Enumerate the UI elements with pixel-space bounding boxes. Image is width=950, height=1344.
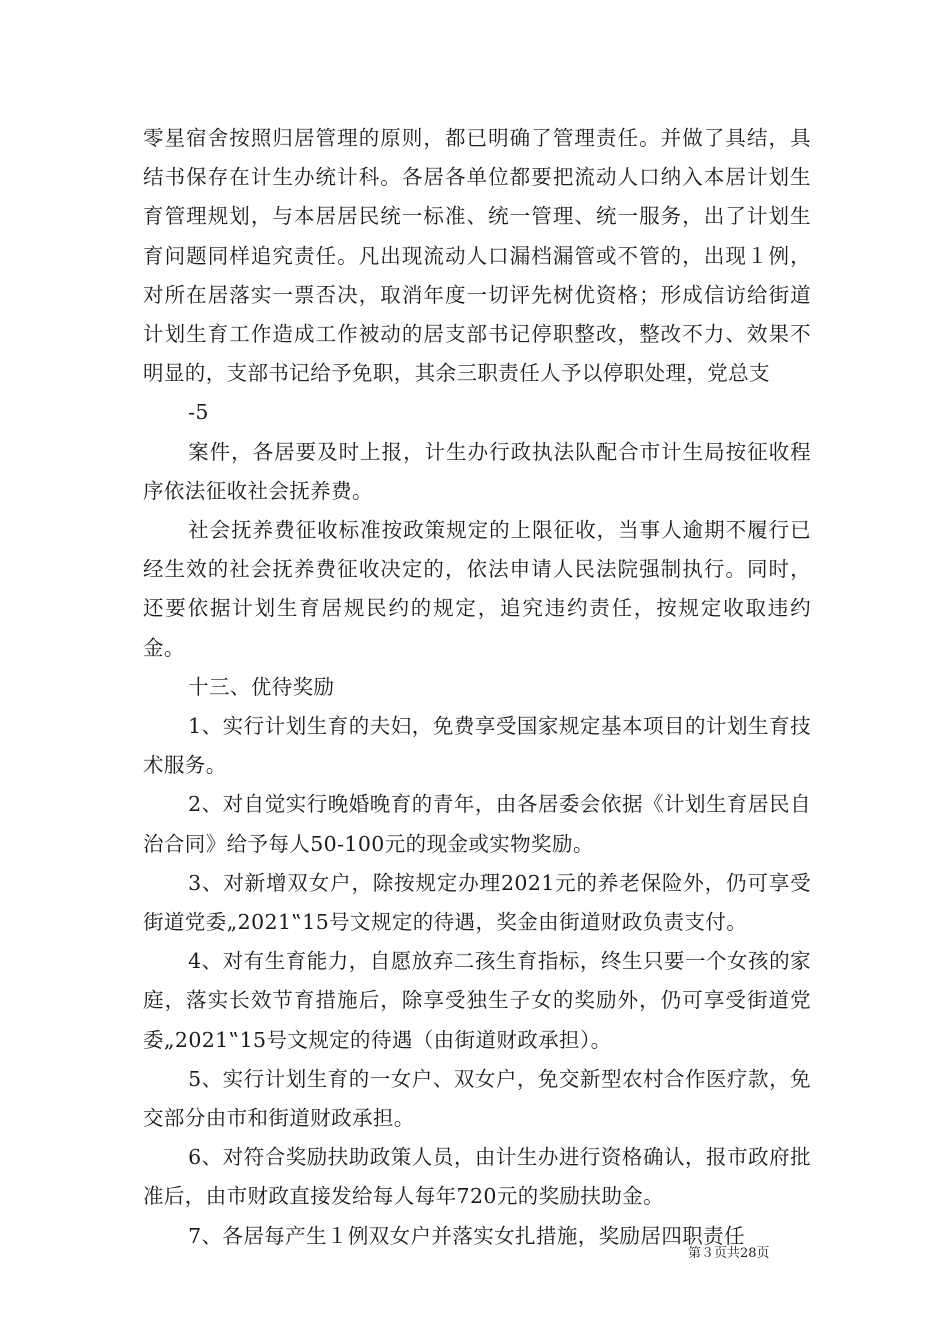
page-number-footer: 第３页共28页 — [688, 1246, 770, 1261]
list-item-7: 7、各居每产生１例双女户并落实女扎措施，奖励居四职责任 — [188, 1223, 745, 1248]
paragraph-2: -5 — [188, 400, 209, 425]
paragraph-1: 零星宿舍按照归居管理的原则，都已明确了管理责任。并做了具结，具结书保存在计生办统计科。各居各单位都要把流动人口纳入本居计划生育管理规划，与本居居民统一标准、统一管理、统一服务，出了计划生育问题同样追究责任。凡出现流动人口漏档漏管或不管的，出现１例，对所在居落实一票否决，取消年度一切评先树优资格；形成信访给街道计划生育工作造成工作被动的居支部书记停职整改，整改不力、效果不明显的，支部书记给予免职，其余三职责任人予以停职处理，党总支 — [143, 126, 811, 386]
paragraph-4: 社会抚养费征收标准按政策规定的上限征收，当事人逾期不履行已经生效的社会抚养费征收决定的，依法申请人民法院强制执行。同时，还要依据计划生育居规民约的规定，追究违约责任，按规定收取违约金。 — [143, 518, 811, 660]
section-heading: 十三、优待奖励 — [188, 674, 335, 699]
document-body — [143, 119, 811, 1256]
paragraph-3: 案件，各居要及时上报，计生办行政执法队配合市计生局按征收程序依法征收社会抚养费。 — [143, 439, 811, 503]
list-item-2: 2、对自觉实行晚婚晚育的青年，由各居委会依据《计划生育居民自治合同》给予每人50-100元的现金或实物奖励。 — [143, 792, 811, 856]
list-item-5: 5、实行计划生育的一女户、双女户，免交新型农村合作医疗款，免交部分由市和街道财政承担。 — [143, 1066, 811, 1131]
list-item-6: 6、对符合奖励扶助政策人员，由计生办进行资格确认，报市政府批准后，由市财政直接发给每人每年720元的奖励扶助金。 — [143, 1145, 811, 1209]
list-item-1: 1、实行计划生育的夫妇，免费享受国家规定基本项目的计划生育技术服务。 — [143, 714, 811, 778]
list-item-3: 3、对新增双女户，除按规定办理2021元的养老保险外，仍可享受街道党委„2021‟15号文规定的待遇，奖金由街道财政负责支付。 — [143, 870, 811, 935]
list-item-4: 4、对有生育能力，自愿放弃二孩生育指标，终生只要一个女孩的家庭，落实长效节育措施后，除享受独生子女的奖励外，仍可享受街道党委„2021‟15号文规定的待遇（由街道财政承担）。 — [143, 949, 811, 1052]
